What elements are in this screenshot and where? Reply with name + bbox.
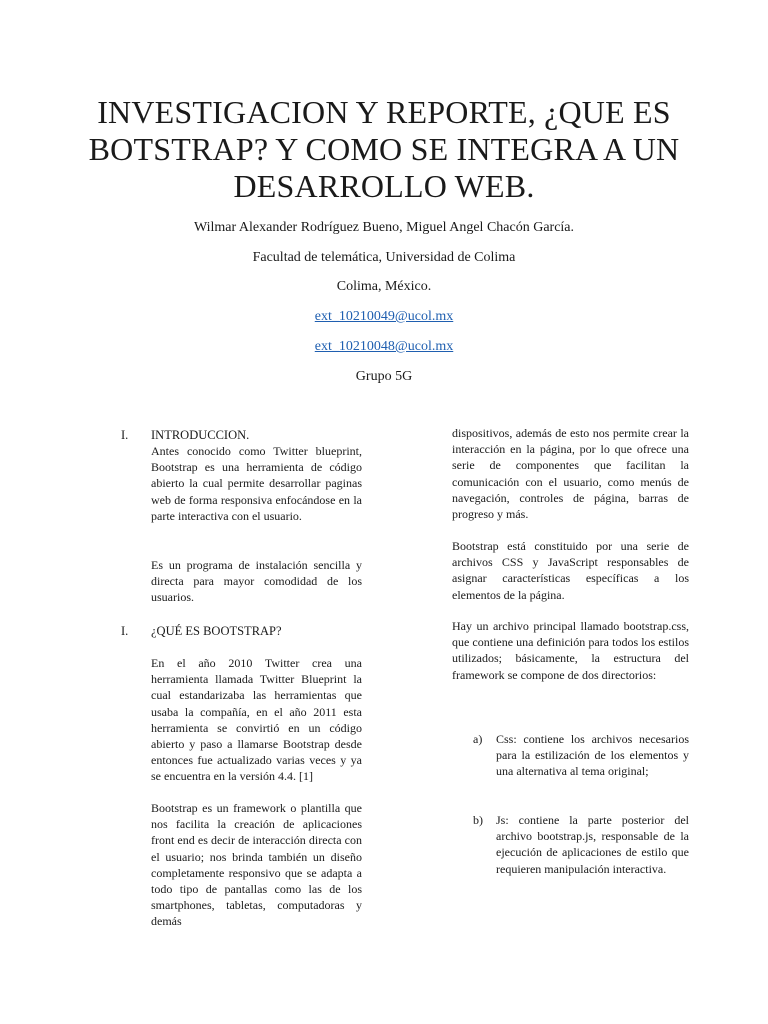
list-item-b: Js: contiene la parte posterior del archivo bootstrap.js, responsable de la ejecución de aplicaciones de estilo que requieren manipulación interactiva. — [496, 813, 689, 876]
section-1-numeral: I. — [121, 428, 129, 442]
section-2-paragraph-2: Bootstrap es un framework o plantilla que nos facilita la creación de aplicaciones front end es decir de interacción directa con el usuario; nos brinda también un diseño completamente responsivo que se adapta a todo tipo de pantallas como las de los smartphones, tabletas, computadoras y demás — [151, 801, 362, 929]
affiliation-line: Facultad de telemática, Universidad de Colima — [252, 250, 516, 265]
list-item-a: Css: contiene los archivos necesarios para la estilización de los elementos y una alternativa al tema original; — [496, 732, 689, 779]
section-2-heading: ¿QUÉ ES BOOTSTRAP? — [151, 624, 282, 638]
list-marker-b: b) — [473, 813, 483, 827]
email-link-1[interactable]: ext_10210049@ucol.mx — [314, 309, 454, 324]
section-2-paragraph-1: En el año 2010 Twitter crea una herramienta llamada Twitter Blueprint la cual estandarizaba las herramientas que usaba la compañía, en el año 2011 esta herramienta se convirtió en un código abierto y paso a llamarse Bootstrap desde entonces fue actualizado varias veces y ya se encuentra en la versión 4.4. [1] — [151, 656, 362, 784]
location-line: Colima, México. — [336, 279, 432, 294]
authors-line: Wilmar Alexander Rodríguez Bueno, Miguel Angel Chacón García. — [193, 220, 575, 235]
right-paragraph-3: Hay un archivo principal llamado bootstrap.css, que contiene una definición para todos los estilos utilizados; básicamente, la estructura del framework se compone de dos directorios: — [452, 619, 689, 682]
list-marker-a: a) — [473, 732, 483, 746]
section-2-numeral: I. — [121, 624, 129, 638]
section-1-paragraph-1: Antes conocido como Twitter blueprint, Bootstrap es una herramienta de código abierto la cual permite desarrollar paginas web de forma responsiva enfocándose en la parte interactiva con el usuario. — [151, 444, 362, 523]
section-1-heading: INTRODUCCION. — [151, 428, 250, 442]
group-line: Grupo 5G — [355, 369, 413, 384]
right-paragraph-1: dispositivos, además de esto nos permite crear la interacción en la página, por lo que ofrece una serie de componentes que facilitan la comunicación con el usuario, como menús de navegación, controles de página, barras de progreso y más. — [452, 426, 689, 522]
section-1-paragraph-2: Es un programa de instalación sencilla y directa para mayor comodidad de los usuarios. — [151, 558, 362, 605]
right-paragraph-2: Bootstrap está constituido por una serie de archivos CSS y JavaScript responsables de asignar características específicas a los elementos de la página. — [452, 539, 689, 602]
email-link-2[interactable]: ext_10210048@ucol.mx — [314, 339, 454, 354]
paper-title: INVESTIGACION Y REPORTE, ¿QUE ES BOTSTRAP? Y COMO SE INTEGRA A UN DESARROLLO WEB. — [88, 94, 680, 204]
